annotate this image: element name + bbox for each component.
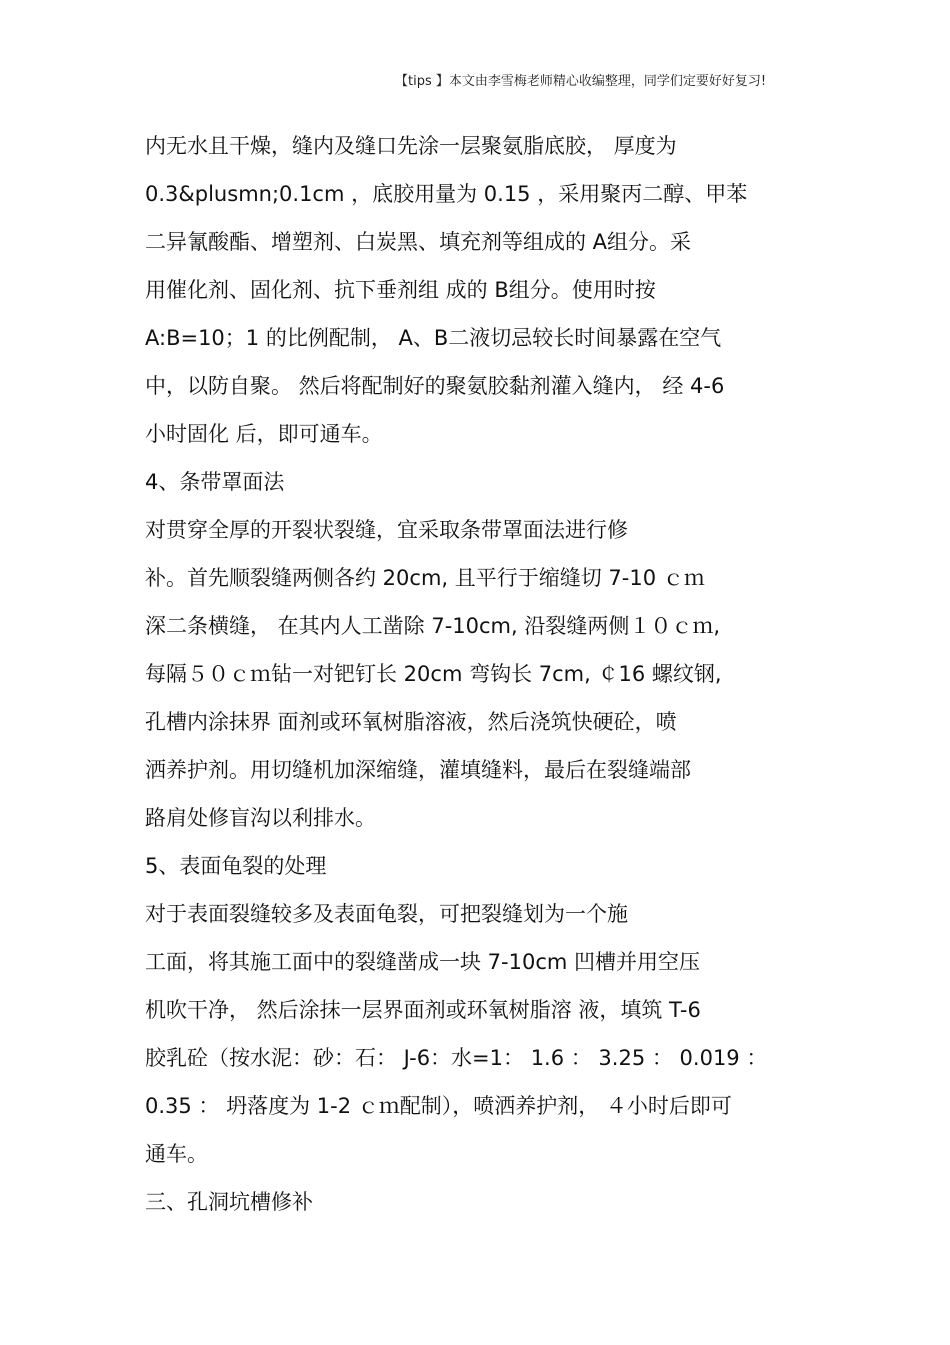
text-line: 机吹干净， 然后涂抹一层界面剂或环氧树脂溶 液，填筑 T-6 [145,998,701,1022]
text-line: 工面，将其施工面中的裂缝凿成一块 7-10cm 凹槽并用空压 [145,950,701,974]
text-line: 二异氰酸酯、增塑剂、白炭黑、填充剂等组成的 A组分。采 [145,230,692,254]
text-line: 深二条横缝， 在其内人工凿除 7-10cm, 沿裂缝两侧１０ｃｍ, [145,614,721,638]
text-line: 0.3&plusmn;0.1cm ，底胶用量为 0.15 ，采用聚丙二醇、甲苯 [145,182,748,206]
text-line: 内无水且干燥，缝内及缝口先涂一层聚氨脂底胶， 厚度为 [145,134,677,158]
text-line: A:B=10；1 的比例配制， A、B二液切忌较长时间暴露在空气 [145,326,722,350]
section-heading: 5、表面龟裂的处理 [145,854,327,878]
text-line: 孔槽内涂抹界 面剂或环氧树脂溶液，然后浇筑快硬砼，喷 [145,710,677,734]
text-line: 对于表面裂缝较多及表面龟裂，可把裂缝划为一个施 [145,902,628,926]
text-line: 小时固化 后，即可通车。 [145,422,383,446]
section-heading: 4、条带罩面法 [145,470,285,494]
section-heading: 三、孔洞坑槽修补 [145,1190,313,1214]
text-line: 对贯穿全厚的开裂状裂缝，宜采取条带罩面法进行修 [145,518,628,542]
text-line: 补。首先顺裂缝两侧各约 20cm, 且平行于缩缝切 7-10 ｃｍ [145,566,705,590]
text-line: 洒养护剂。用切缝机加深缩缝，灌填缝料，最后在裂缝端部 [145,758,691,782]
text-line: 胶乳砼（按水泥：砂：石： J-6：水=1： 1.6 ： 3.25 ： 0.019 ： [145,1046,768,1070]
text-line: 用催化剂、固化剂、抗下垂剂组 成的 B组分。使用时按 [145,278,656,302]
text-line: 路肩处修盲沟以利排水。 [145,806,376,830]
text-line: 通车。 [145,1142,208,1166]
text-line: 中，以防自聚。 然后将配制好的聚氨胶黏剂灌入缝内， 经 4-6 [145,374,725,398]
text-line: 0.35 ： 坍落度为 1-2 ｃｍ配制），喷洒养护剂， ４小时后即可 [145,1094,732,1118]
header-tip: 【tips 】本文由李雪梅老师精心收编整理，同学们定要好好复习! [395,74,767,89]
text-line: 每隔５０ｃｍ钻一对钯钉长 20cm 弯钩长 7cm, ￠16 螺纹钢, [145,662,722,686]
